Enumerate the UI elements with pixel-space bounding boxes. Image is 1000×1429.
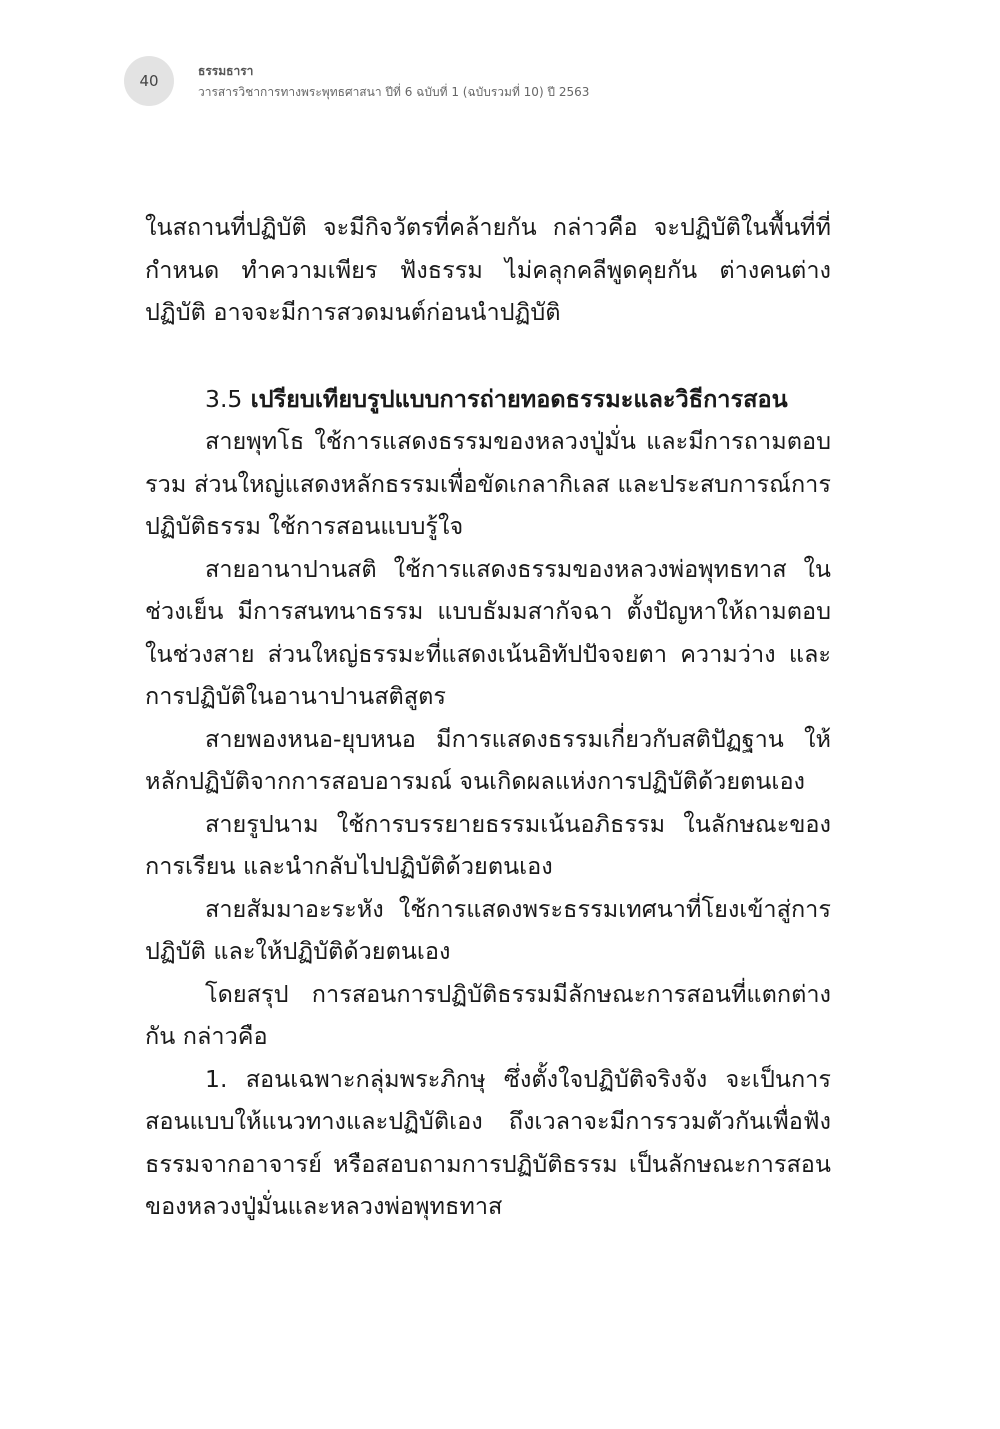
paragraph-rupa-nama: สายรูปนาม ใช้การบรรยายธรรมเน้นอภิธรรม ในลักษณะของการเรียน และนำกลับไปปฏิบัติด้วยตนเอง — [145, 809, 831, 880]
journal-subtitle: วารสารวิชาการทางพระพุทธศาสนา ปีที่ 6 ฉบับที่ 1 (ฉบับรวมที่ 10) ปี 2563 — [198, 85, 590, 99]
paragraph-buddho: สายพุทโธ ใช้การแสดงธรรมของหลวงปู่มั่น และมีการถามตอบรวม ส่วนใหญ่แสดงหลักธรรมเพื่อขัดเกลากิเลส และประสบการณ์การปฏิบัติธรรม ใช้การสอนแบบรู้ใจ — [145, 427, 831, 540]
paragraph-summary: โดยสรุป การสอนการปฏิบัติธรรมมีลักษณะการสอนที่แตกต่างกัน กล่าวคือ — [145, 979, 831, 1050]
section-spacer — [145, 334, 831, 378]
paragraph-samma-araham: สายสัมมาอะระหัง ใช้การแสดงพระธรรมเทศนาที่โยงเข้าสู่การปฏิบัติ และให้ปฏิบัติด้วยตนเอง — [145, 894, 831, 965]
section-title: เปรียบเทียบรูปแบบการถ่ายทอดธรรมะและวิธีการสอน — [250, 384, 788, 413]
page-number: 40 — [139, 72, 159, 90]
paragraph-item-1: 1. สอนเฉพาะกลุ่มพระภิกษุ ซึ่งตั้งใจปฏิบัติจริงจัง จะเป็นการสอนแบบให้แนวทางและปฏิบัติเอง ถึงเวลาจะมีการรวมตัวกันเพื่อฟังธรรมจากอาจารย์ หรือสอบถามการปฏิบัติธรรม เป็นลักษณะการสอนของหลวงปู่มั่นและหลวงพ่อพุทธทาส — [145, 1064, 831, 1220]
section-number: 3.5 — [205, 384, 243, 413]
paragraph-anapanasati: สายอานาปานสติ ใช้การแสดงธรรมของหลวงพ่อพุทธทาส ในช่วงเย็น มีการสนทนาธรรม แบบธัมมสากัจฉา ตั้งปัญหาให้ถามตอบในช่วงสาย ส่วนใหญ่ธรรมะที่แสดงเน้นอิทัปปัจจยตา ความว่าง และการปฏิบัติในอานาปานสติสูตร — [145, 554, 831, 710]
journal-title: ธรรมธารา — [198, 64, 254, 78]
page-number-badge — [124, 56, 174, 106]
article-body — [145, 206, 831, 1228]
section-heading — [145, 378, 831, 421]
paragraph-pong-nor-yub-nor: สายพองหนอ-ยุบหนอ มีการแสดงธรรมเกี่ยวกับสติปัฏฐาน ให้หลักปฏิบัติจากการสอบอารมณ์ จนเกิดผลแห่งการปฏิบัติด้วยตนเอง — [145, 724, 831, 795]
intro-paragraph: ในสถานที่ปฏิบัติ จะมีกิจวัตรที่คล้ายกัน กล่าวคือ จะปฏิบัติในพื้นที่ที่กำหนด ทำความเพียร ฟังธรรม ไม่คลุกคลีพูดคุยกัน ต่างคนต่างปฏิบัติ อาจจะมีการสวดมนต์ก่อนนำปฏิบัติ — [145, 213, 831, 326]
